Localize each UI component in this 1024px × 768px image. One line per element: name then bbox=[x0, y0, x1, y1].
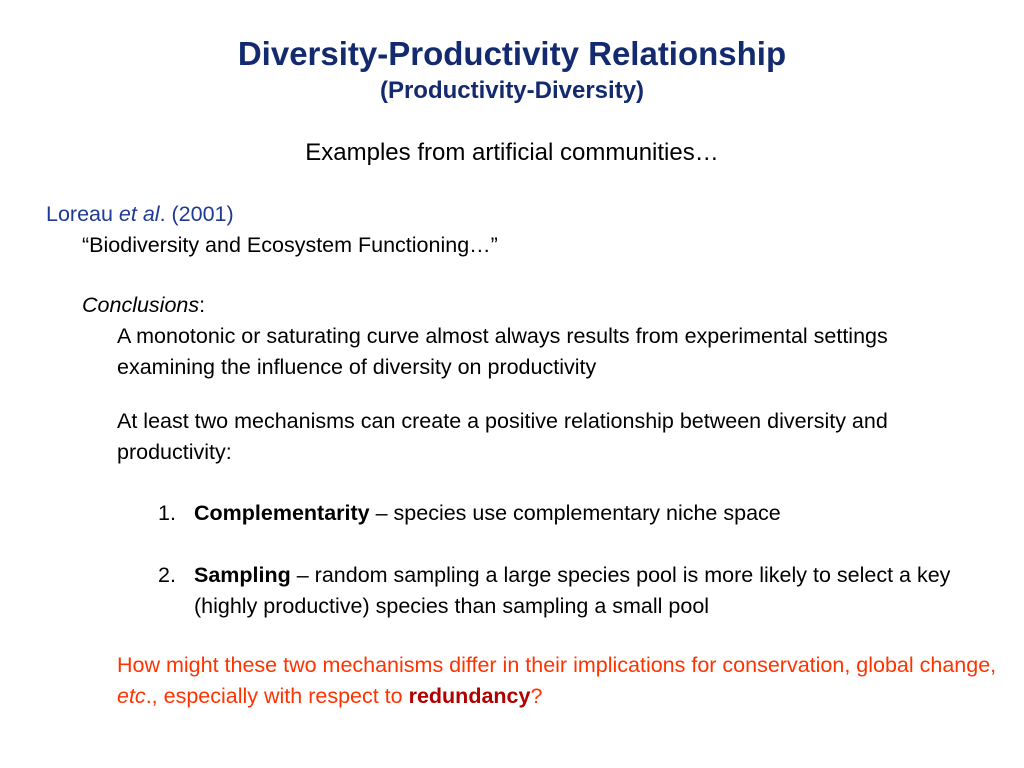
question-part-1: How might these two mechanisms differ in their implications for conservation, global change, bbox=[117, 653, 997, 677]
citation-etal: et al bbox=[118, 202, 160, 226]
conclusions-heading bbox=[82, 290, 205, 321]
list-item-text bbox=[194, 498, 974, 529]
conclusions-colon: : bbox=[199, 293, 206, 317]
citation bbox=[46, 199, 234, 230]
discussion-question bbox=[117, 650, 997, 712]
slide-title: Diversity-Productivity Relationship bbox=[237, 35, 787, 72]
question-part-2: ., especially with respect to bbox=[145, 684, 409, 708]
citation-year: . (2001) bbox=[159, 202, 234, 226]
question-etc: etc bbox=[117, 684, 146, 708]
conclusion-paragraph-1: A monotonic or saturating curve almost always results from experimental settings examining the influence of diversity on productivity bbox=[117, 324, 888, 379]
conclusion-paragraph-2: At least two mechanisms can create a positive relationship between diversity and productivity: bbox=[117, 409, 888, 464]
mechanism-description: – random sampling a large species pool is more likely to select a key (highly productive) species than sampling a small pool bbox=[194, 563, 951, 618]
list-item-number: 1. bbox=[158, 501, 176, 525]
citation-author: Loreau bbox=[46, 202, 119, 226]
list-item-text bbox=[194, 560, 974, 622]
mechanism-term: Sampling bbox=[194, 563, 291, 587]
mechanism-description: – species use complementary niche space bbox=[369, 501, 781, 525]
question-end: ? bbox=[530, 684, 543, 708]
reference-title: “Biodiversity and Ecosystem Functioning…” bbox=[82, 233, 498, 257]
question-emphasis: redundancy bbox=[408, 684, 531, 708]
conclusions-label: Conclusions bbox=[82, 293, 200, 317]
section-heading: Examples from artificial communities… bbox=[305, 139, 719, 166]
list-item-number: 2. bbox=[158, 563, 176, 587]
slide-subtitle: (Productivity-Diversity) bbox=[379, 77, 645, 104]
mechanism-term: Complementarity bbox=[194, 501, 370, 525]
